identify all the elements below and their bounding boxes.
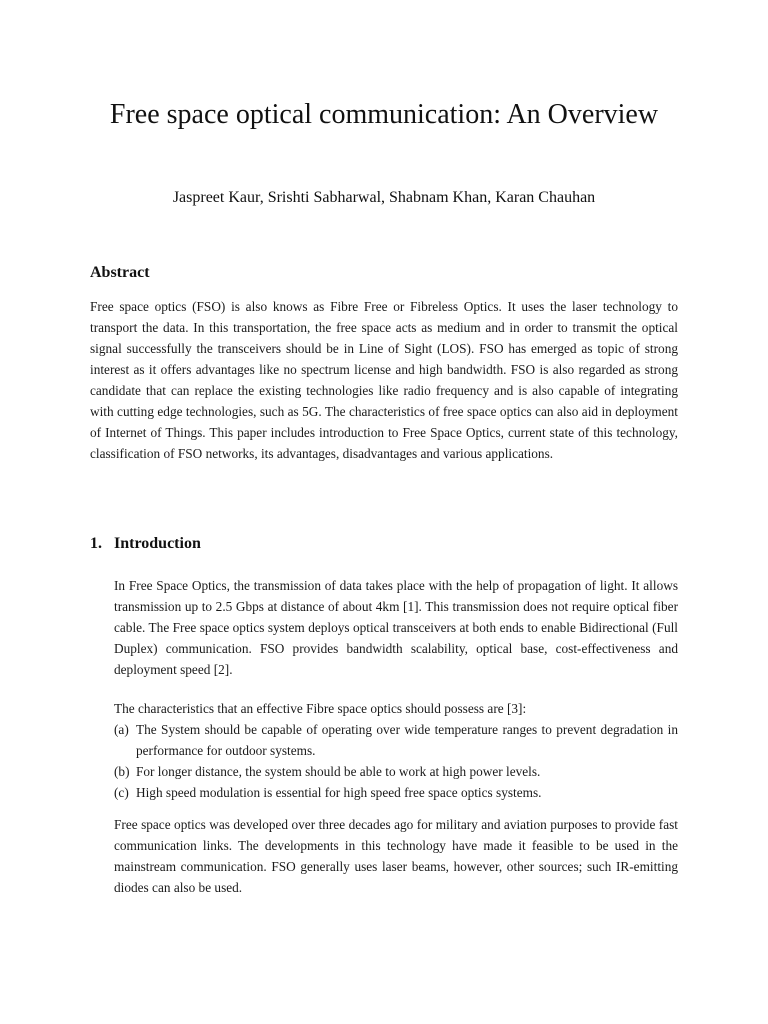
characteristics-list (114, 719, 678, 803)
abstract-heading: Abstract (90, 264, 150, 281)
list-item (114, 761, 678, 782)
introduction-heading (90, 533, 201, 555)
abstract-text: Free space optics (FSO) is also knows as Fibre Free or Fibreless Optics. It uses the laser technology to transport the data. In this transportation, the free space acts as medium and in order to transmit the optical signal successfully the transceivers should be in Line of Sight (LOS). FSO has emerged as topic of strong interest as it offers advantages like no spectrum license and high bandwidth. FSO is also regarded as strong candidate that can replace the existing technologies like radio frequency and is also capable of integrating with cutting edge technologies, such as 5G. The characteristics of free space optics can also aid in deployment of Internet of Things. This paper includes introduction to Free Space Optics, current state of this technology, classification of FSO networks, its advantages, disadvantages and various applications. (90, 299, 678, 461)
list-marker: (a) (114, 722, 129, 737)
section-number: 1. (90, 535, 102, 552)
section-title: Introduction (114, 535, 201, 552)
list-item-text: High speed modulation is essential for high speed free space optics systems. (136, 785, 542, 800)
list-item (114, 719, 678, 761)
list-item-text: The System should be capable of operating over wide temperature ranges to prevent degradation in performance for outdoor systems. (136, 722, 678, 758)
paper-title: Free space optical communication: An Overview (109, 99, 659, 130)
introduction-paragraph-1: In Free Space Optics, the transmission of data takes place with the help of propagation of light. It allows transmission up to 2.5 Gbps at distance of about 4km [1]. This transmission does not require optical fiber cable. The Free space optics system deploys optical transceivers at both ends to enable Bidirectional (Full Duplex) communication. FSO provides bandwidth scalability, optical base, cost-effectiveness and deployment speed [2]. (114, 578, 678, 677)
list-item (114, 782, 678, 803)
list-item-text: For longer distance, the system should be able to work at high power levels. (136, 764, 541, 779)
introduction-paragraph-2: The characteristics that an effective Fibre space optics should possess are [3]: (114, 701, 527, 716)
introduction-paragraph-3: Free space optics was developed over three decades ago for military and aviation purposes to provide fast communication links. The developments in this technology have made it feasible to be used in the mainstream communication. FSO generally uses laser beams, however, other sources; such IR-emitting diodes can also be used. (114, 817, 678, 895)
list-marker: (c) (114, 785, 129, 800)
list-marker: (b) (114, 764, 130, 779)
paper-authors: Jaspreet Kaur, Srishti Sabharwal, Shabnam Khan, Karan Chauhan (172, 189, 596, 206)
